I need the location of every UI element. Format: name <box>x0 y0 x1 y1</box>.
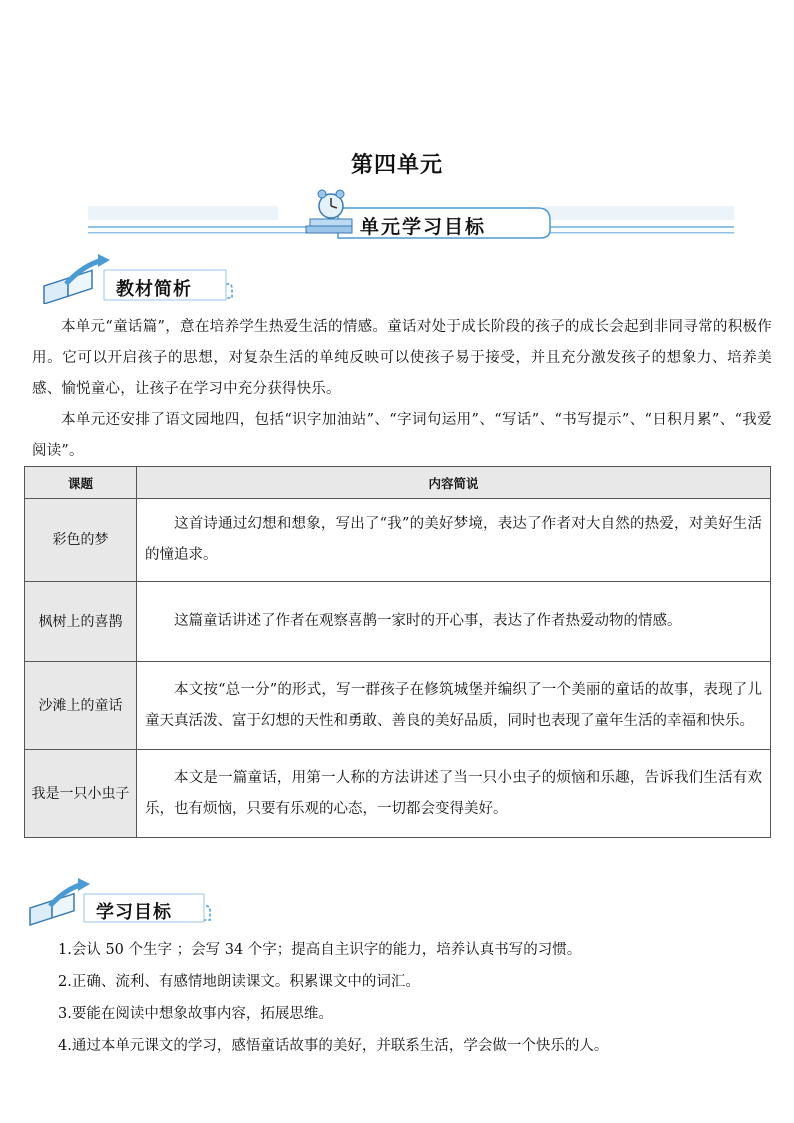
lessons-table <box>24 466 771 838</box>
analysis-paragraph-1: 本单元“童话篇”，意在培养学生热爱生活的情感。童话对处于成长阶段的孩子的成长会起到非同寻常的积极作用。它可以开启孩子的思想，对复杂生活的单纯反映可以使孩子易于接受，并且充分激发孩子的想象力、培养美感、愉悦童心，让孩子在学习中充分获得快乐。 <box>32 319 772 397</box>
table-header-desc: 内容简说 <box>137 467 771 499</box>
table-header-row <box>25 467 771 499</box>
analysis-section-head <box>38 254 238 304</box>
lesson-title: 枫树上的喜鹊 <box>25 582 137 662</box>
table-row <box>25 582 771 662</box>
lesson-title: 沙滩上的童话 <box>25 662 137 750</box>
lesson-desc: 这篇童话讲述了作者在观察喜鹊一家时的开心事，表达了作者热爱动物的情感。 <box>137 582 771 662</box>
banner-title: 单元学习目标 <box>360 216 487 238</box>
page-title: 第四单元 <box>350 152 443 178</box>
analysis-heading: 教材简析 <box>116 279 192 300</box>
table-header-title: 课题 <box>25 467 137 499</box>
lesson-desc: 本文是一篇童话，用第一人称的方法讲述了当一只小虫子的烦恼和乐趣，告诉我们生活有欢乐，也有烦恼，只要有乐观的心态，一切都会变得美好。 <box>137 750 771 838</box>
lesson-desc: 这首诗通过幻想和想象，写出了“我”的美好梦境，表达了作者对大自然的热爱，对美好生活的憧追求。 <box>137 499 771 582</box>
lesson-title: 彩色的梦 <box>25 499 137 582</box>
lesson-title: 我是一只小虫子 <box>25 750 137 838</box>
table-row <box>25 750 771 838</box>
table-row <box>25 499 771 582</box>
analysis-paragraph-2: 本单元还安排了语文园地四，包括“识字加油站”、“字词句运用”、“写话”、“书写提示”、“日积月累”、“我爱阅读”。 <box>32 412 772 459</box>
goals-heading: 学习目标 <box>96 902 172 923</box>
list-item: 3.要能在阅读中想象故事内容，拓展思维。 <box>58 1006 333 1022</box>
goals-section-head <box>26 876 226 926</box>
list-item: 2.正确、流利、有感情地朗读课文。积累课文中的词汇。 <box>58 974 420 990</box>
list-item: 4.通过本单元课文的学习，感悟童话故事的美好，并联系生活，学会做一个快乐的人。 <box>58 1038 609 1054</box>
table-row <box>25 662 771 750</box>
list-item: 1.会认 50 个生字 ；会写 34 个字；提高自主识字的能力，培养认真书写的习惯。 <box>58 942 582 958</box>
lesson-desc: 本文按“总一分”的形式，写一群孩子在修筑城堡并编织了一个美丽的童话的故事，表现了儿童天真活泼、富于幻想的天性和勇敢、善良的美好品质，同时也表现了童年生活的幸福和快乐。 <box>137 662 771 750</box>
goals-list <box>58 934 758 1062</box>
